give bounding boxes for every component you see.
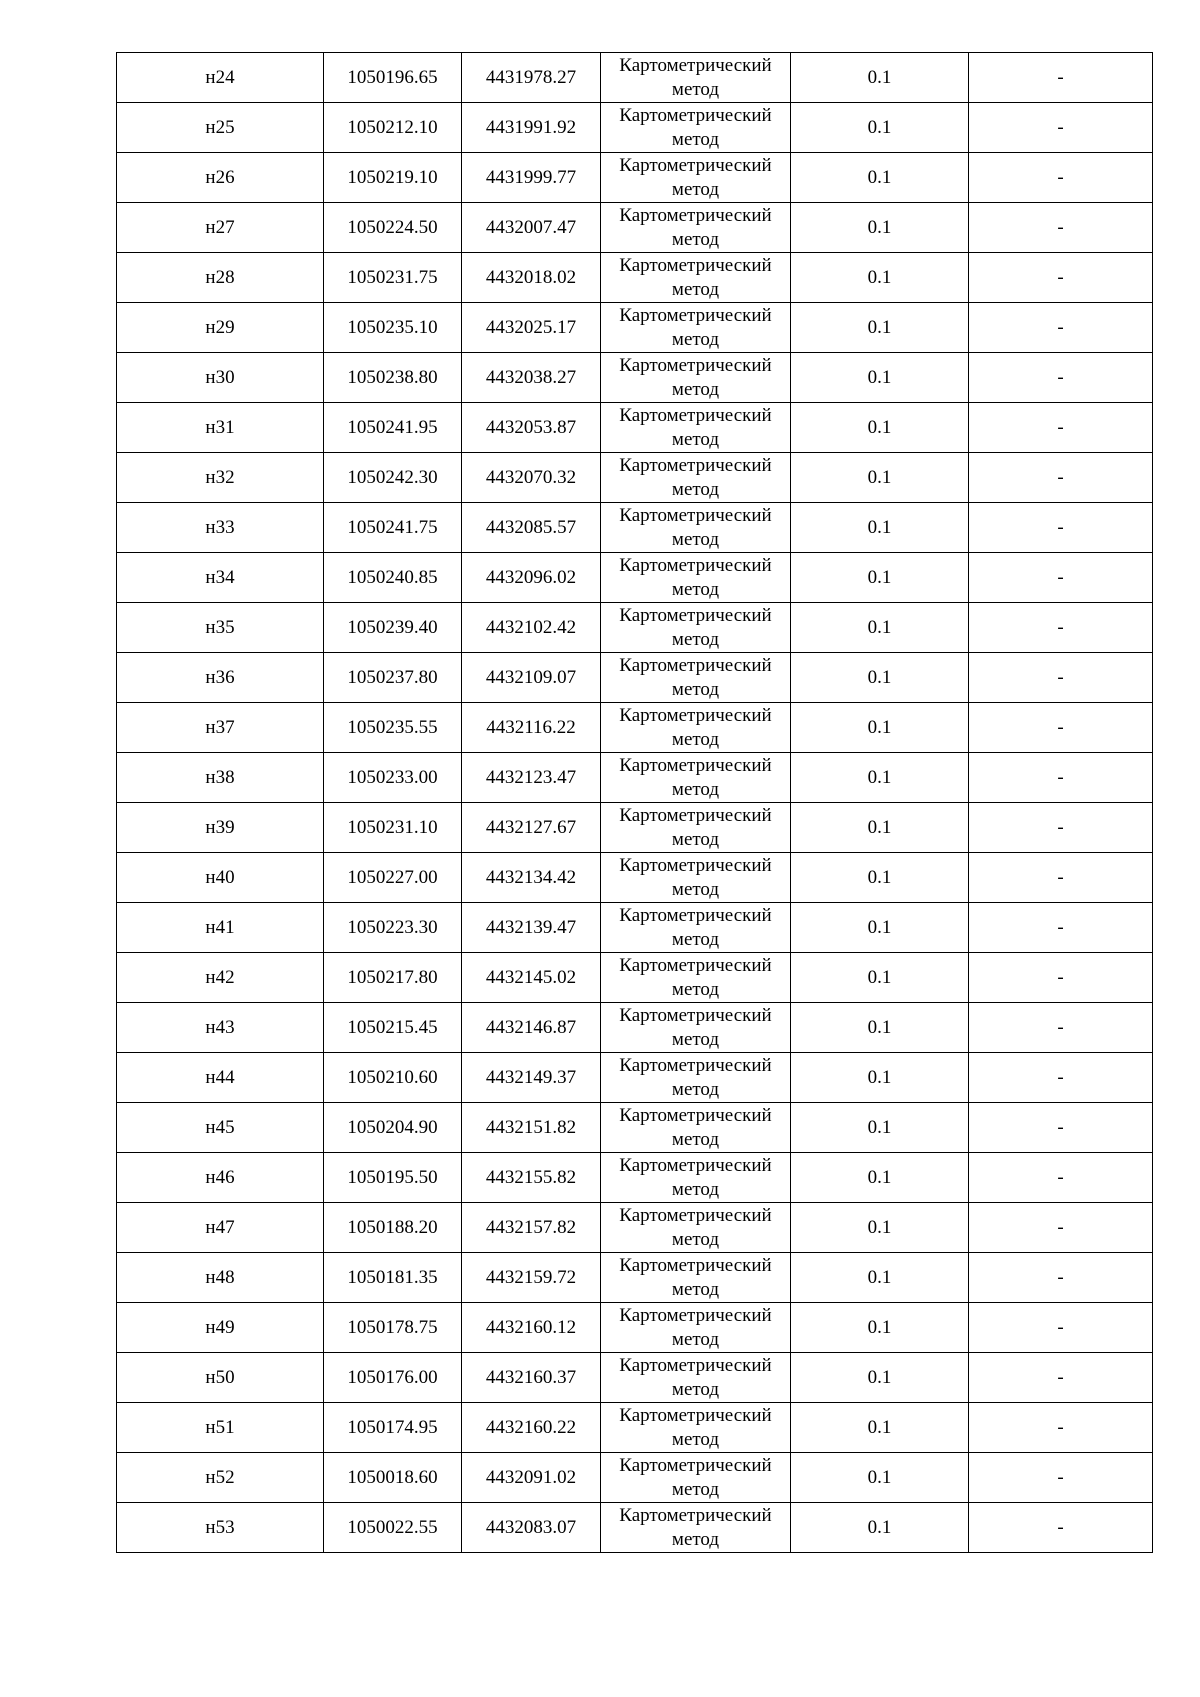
- precision-cell: 0.1: [791, 803, 969, 853]
- precision-cell: 0.1: [791, 953, 969, 1003]
- x-coordinate-cell: 1050235.55: [324, 703, 462, 753]
- y-coordinate-cell: 4432146.87: [462, 1003, 601, 1053]
- point-name-cell: н36: [117, 653, 324, 703]
- y-coordinate-cell: 4432127.67: [462, 803, 601, 853]
- method-line-2: метод: [671, 528, 720, 550]
- point-name-cell: н53: [117, 1503, 324, 1553]
- point-name-cell: н43: [117, 1003, 324, 1053]
- method-line-1: Картометрический: [619, 1354, 772, 1376]
- method-line-1: Картометрический: [619, 804, 772, 826]
- description-cell: -: [969, 653, 1153, 703]
- table-row: [117, 153, 1153, 203]
- method-line-2: метод: [671, 778, 720, 800]
- coordinates-table-body: [117, 53, 1153, 1553]
- method-line-2: метод: [671, 328, 720, 350]
- point-name-cell: н30: [117, 353, 324, 403]
- method-cell: [601, 453, 791, 503]
- method-line-2: метод: [671, 1178, 720, 1200]
- description-cell: -: [969, 1003, 1153, 1053]
- point-name-cell: н32: [117, 453, 324, 503]
- description-cell: -: [969, 1053, 1153, 1103]
- table-row: [117, 303, 1153, 353]
- y-coordinate-cell: 4431978.27: [462, 53, 601, 103]
- description-cell: -: [969, 603, 1153, 653]
- point-name-cell: н42: [117, 953, 324, 1003]
- method-line-2: метод: [671, 1278, 720, 1300]
- method-line-2: метод: [671, 1478, 720, 1500]
- method-cell: [601, 553, 791, 603]
- x-coordinate-cell: 1050188.20: [324, 1203, 462, 1253]
- y-coordinate-cell: 4432155.82: [462, 1153, 601, 1203]
- precision-cell: 0.1: [791, 253, 969, 303]
- table-row: [117, 953, 1153, 1003]
- point-name-cell: н34: [117, 553, 324, 603]
- y-coordinate-cell: 4432038.27: [462, 353, 601, 403]
- y-coordinate-cell: 4432160.22: [462, 1403, 601, 1453]
- x-coordinate-cell: 1050241.75: [324, 503, 462, 553]
- method-line-1: Картометрический: [619, 1254, 772, 1276]
- method-line-2: метод: [671, 1528, 720, 1550]
- method-line-2: метод: [671, 1228, 720, 1250]
- method-line-1: Картометрический: [619, 1404, 772, 1426]
- table-row: [117, 453, 1153, 503]
- y-coordinate-cell: 4432091.02: [462, 1453, 601, 1503]
- description-cell: -: [969, 253, 1153, 303]
- method-line-1: Картометрический: [619, 54, 772, 76]
- method-cell: [601, 203, 791, 253]
- precision-cell: 0.1: [791, 1103, 969, 1153]
- description-cell: -: [969, 703, 1153, 753]
- point-name-cell: н41: [117, 903, 324, 953]
- point-name-cell: н33: [117, 503, 324, 553]
- precision-cell: 0.1: [791, 1203, 969, 1253]
- y-coordinate-cell: 4432149.37: [462, 1053, 601, 1103]
- table-row: [117, 653, 1153, 703]
- point-name-cell: н47: [117, 1203, 324, 1253]
- coordinates-table: [116, 52, 1153, 1553]
- point-name-cell: н48: [117, 1253, 324, 1303]
- method-cell: [601, 1203, 791, 1253]
- table-row: [117, 1203, 1153, 1253]
- method-line-2: метод: [671, 478, 720, 500]
- method-line-2: метод: [671, 878, 720, 900]
- method-line-2: метод: [671, 178, 720, 200]
- table-row: [117, 1103, 1153, 1153]
- description-cell: -: [969, 1253, 1153, 1303]
- precision-cell: 0.1: [791, 1053, 969, 1103]
- point-name-cell: н26: [117, 153, 324, 203]
- y-coordinate-cell: 4432160.37: [462, 1353, 601, 1403]
- precision-cell: 0.1: [791, 303, 969, 353]
- method-line-1: Картометрический: [619, 554, 772, 576]
- table-row: [117, 353, 1153, 403]
- method-line-1: Картометрический: [619, 1004, 772, 1026]
- method-cell: [601, 603, 791, 653]
- method-cell: [601, 903, 791, 953]
- method-line-1: Картометрический: [619, 854, 772, 876]
- x-coordinate-cell: 1050215.45: [324, 1003, 462, 1053]
- method-cell: [601, 353, 791, 403]
- y-coordinate-cell: 4432070.32: [462, 453, 601, 503]
- x-coordinate-cell: 1050240.85: [324, 553, 462, 603]
- method-cell: [601, 1353, 791, 1403]
- x-coordinate-cell: 1050238.80: [324, 353, 462, 403]
- x-coordinate-cell: 1050239.40: [324, 603, 462, 653]
- description-cell: -: [969, 503, 1153, 553]
- description-cell: -: [969, 1503, 1153, 1553]
- x-coordinate-cell: 1050022.55: [324, 1503, 462, 1553]
- table-row: [117, 253, 1153, 303]
- y-coordinate-cell: 4432160.12: [462, 1303, 601, 1353]
- method-line-1: Картометрический: [619, 1304, 772, 1326]
- precision-cell: 0.1: [791, 153, 969, 203]
- method-line-2: метод: [671, 1378, 720, 1400]
- method-cell: [601, 103, 791, 153]
- method-line-2: метод: [671, 728, 720, 750]
- x-coordinate-cell: 1050176.00: [324, 1353, 462, 1403]
- x-coordinate-cell: 1050223.30: [324, 903, 462, 953]
- table-row: [117, 1453, 1153, 1503]
- y-coordinate-cell: 4432116.22: [462, 703, 601, 753]
- y-coordinate-cell: 4432096.02: [462, 553, 601, 603]
- method-line-2: метод: [671, 1078, 720, 1100]
- description-cell: -: [969, 1153, 1153, 1203]
- precision-cell: 0.1: [791, 53, 969, 103]
- point-name-cell: н38: [117, 753, 324, 803]
- x-coordinate-cell: 1050231.75: [324, 253, 462, 303]
- x-coordinate-cell: 1050196.65: [324, 53, 462, 103]
- precision-cell: 0.1: [791, 1353, 969, 1403]
- method-line-1: Картометрический: [619, 1454, 772, 1476]
- precision-cell: 0.1: [791, 903, 969, 953]
- x-coordinate-cell: 1050212.10: [324, 103, 462, 153]
- y-coordinate-cell: 4431991.92: [462, 103, 601, 153]
- precision-cell: 0.1: [791, 1253, 969, 1303]
- method-cell: [601, 653, 791, 703]
- description-cell: -: [969, 1403, 1153, 1453]
- method-cell: [601, 1053, 791, 1103]
- method-cell: [601, 53, 791, 103]
- description-cell: -: [969, 753, 1153, 803]
- description-cell: -: [969, 353, 1153, 403]
- table-row: [117, 803, 1153, 853]
- precision-cell: 0.1: [791, 553, 969, 603]
- point-name-cell: н24: [117, 53, 324, 103]
- description-cell: -: [969, 903, 1153, 953]
- x-coordinate-cell: 1050235.10: [324, 303, 462, 353]
- description-cell: -: [969, 953, 1153, 1003]
- table-row: [117, 403, 1153, 453]
- method-cell: [601, 153, 791, 203]
- point-name-cell: н39: [117, 803, 324, 853]
- table-row: [117, 553, 1153, 603]
- method-line-1: Картометрический: [619, 904, 772, 926]
- point-name-cell: н44: [117, 1053, 324, 1103]
- point-name-cell: н37: [117, 703, 324, 753]
- precision-cell: 0.1: [791, 1003, 969, 1053]
- precision-cell: 0.1: [791, 1403, 969, 1453]
- method-cell: [601, 703, 791, 753]
- point-name-cell: н29: [117, 303, 324, 353]
- method-cell: [601, 1253, 791, 1303]
- table-row: [117, 1003, 1153, 1053]
- x-coordinate-cell: 1050217.80: [324, 953, 462, 1003]
- point-name-cell: н27: [117, 203, 324, 253]
- description-cell: -: [969, 103, 1153, 153]
- method-cell: [601, 303, 791, 353]
- point-name-cell: н50: [117, 1353, 324, 1403]
- point-name-cell: н52: [117, 1453, 324, 1503]
- point-name-cell: н28: [117, 253, 324, 303]
- precision-cell: 0.1: [791, 703, 969, 753]
- x-coordinate-cell: 1050233.00: [324, 753, 462, 803]
- method-line-1: Картометрический: [619, 704, 772, 726]
- table-row: [117, 1353, 1153, 1403]
- precision-cell: 0.1: [791, 103, 969, 153]
- description-cell: -: [969, 153, 1153, 203]
- point-name-cell: н25: [117, 103, 324, 153]
- precision-cell: 0.1: [791, 1453, 969, 1503]
- description-cell: -: [969, 303, 1153, 353]
- precision-cell: 0.1: [791, 1153, 969, 1203]
- method-cell: [601, 953, 791, 1003]
- method-line-1: Картометрический: [619, 1504, 772, 1526]
- method-cell: [601, 403, 791, 453]
- description-cell: -: [969, 1203, 1153, 1253]
- table-row: [117, 753, 1153, 803]
- precision-cell: 0.1: [791, 653, 969, 703]
- y-coordinate-cell: 4432145.02: [462, 953, 601, 1003]
- precision-cell: 0.1: [791, 453, 969, 503]
- description-cell: -: [969, 1353, 1153, 1403]
- method-cell: [601, 1153, 791, 1203]
- method-line-1: Картометрический: [619, 304, 772, 326]
- method-line-2: метод: [671, 1028, 720, 1050]
- method-line-1: Картометрический: [619, 354, 772, 376]
- method-line-2: метод: [671, 628, 720, 650]
- table-row: [117, 1253, 1153, 1303]
- method-cell: [601, 803, 791, 853]
- method-cell: [601, 1403, 791, 1453]
- y-coordinate-cell: 4432083.07: [462, 1503, 601, 1553]
- description-cell: -: [969, 403, 1153, 453]
- precision-cell: 0.1: [791, 353, 969, 403]
- table-row: [117, 1153, 1153, 1203]
- x-coordinate-cell: 1050227.00: [324, 853, 462, 903]
- method-line-1: Картометрический: [619, 204, 772, 226]
- x-coordinate-cell: 1050181.35: [324, 1253, 462, 1303]
- method-line-2: метод: [671, 978, 720, 1000]
- table-row: [117, 1403, 1153, 1453]
- method-line-1: Картометрический: [619, 104, 772, 126]
- method-line-1: Картометрический: [619, 1154, 772, 1176]
- y-coordinate-cell: 4432134.42: [462, 853, 601, 903]
- table-row: [117, 1053, 1153, 1103]
- table-row: [117, 853, 1153, 903]
- precision-cell: 0.1: [791, 603, 969, 653]
- y-coordinate-cell: 4432109.07: [462, 653, 601, 703]
- method-line-1: Картометрический: [619, 1204, 772, 1226]
- method-line-1: Картометрический: [619, 404, 772, 426]
- method-line-1: Картометрический: [619, 654, 772, 676]
- description-cell: -: [969, 553, 1153, 603]
- method-line-1: Картометрический: [619, 754, 772, 776]
- point-name-cell: н45: [117, 1103, 324, 1153]
- method-line-2: метод: [671, 1128, 720, 1150]
- method-cell: [601, 1503, 791, 1553]
- point-name-cell: н40: [117, 853, 324, 903]
- precision-cell: 0.1: [791, 403, 969, 453]
- table-row: [117, 1503, 1153, 1553]
- x-coordinate-cell: 1050219.10: [324, 153, 462, 203]
- x-coordinate-cell: 1050241.95: [324, 403, 462, 453]
- method-line-1: Картометрический: [619, 1054, 772, 1076]
- table-row: [117, 1303, 1153, 1353]
- table-row: [117, 703, 1153, 753]
- y-coordinate-cell: 4432018.02: [462, 253, 601, 303]
- precision-cell: 0.1: [791, 1303, 969, 1353]
- method-line-2: метод: [671, 1328, 720, 1350]
- y-coordinate-cell: 4432025.17: [462, 303, 601, 353]
- table-row: [117, 53, 1153, 103]
- precision-cell: 0.1: [791, 203, 969, 253]
- method-line-2: метод: [671, 928, 720, 950]
- precision-cell: 0.1: [791, 503, 969, 553]
- y-coordinate-cell: 4432085.57: [462, 503, 601, 553]
- y-coordinate-cell: 4432007.47: [462, 203, 601, 253]
- y-coordinate-cell: 4431999.77: [462, 153, 601, 203]
- description-cell: -: [969, 803, 1153, 853]
- method-line-1: Картометрический: [619, 604, 772, 626]
- table-row: [117, 603, 1153, 653]
- x-coordinate-cell: 1050224.50: [324, 203, 462, 253]
- method-line-1: Картометрический: [619, 1104, 772, 1126]
- method-cell: [601, 503, 791, 553]
- method-cell: [601, 1103, 791, 1153]
- description-cell: -: [969, 1303, 1153, 1353]
- x-coordinate-cell: 1050018.60: [324, 1453, 462, 1503]
- point-name-cell: н51: [117, 1403, 324, 1453]
- x-coordinate-cell: 1050231.10: [324, 803, 462, 853]
- method-cell: [601, 1453, 791, 1503]
- point-name-cell: н49: [117, 1303, 324, 1353]
- description-cell: -: [969, 1103, 1153, 1153]
- method-line-1: Картометрический: [619, 454, 772, 476]
- x-coordinate-cell: 1050204.90: [324, 1103, 462, 1153]
- description-cell: -: [969, 53, 1153, 103]
- description-cell: -: [969, 1453, 1153, 1503]
- point-name-cell: н46: [117, 1153, 324, 1203]
- description-cell: -: [969, 453, 1153, 503]
- table-row: [117, 903, 1153, 953]
- method-line-2: метод: [671, 828, 720, 850]
- method-line-2: метод: [671, 578, 720, 600]
- x-coordinate-cell: 1050178.75: [324, 1303, 462, 1353]
- description-cell: -: [969, 853, 1153, 903]
- table-row: [117, 103, 1153, 153]
- method-line-1: Картометрический: [619, 954, 772, 976]
- point-name-cell: н35: [117, 603, 324, 653]
- y-coordinate-cell: 4432151.82: [462, 1103, 601, 1153]
- precision-cell: 0.1: [791, 1503, 969, 1553]
- method-line-2: метод: [671, 78, 720, 100]
- method-line-2: метод: [671, 428, 720, 450]
- x-coordinate-cell: 1050210.60: [324, 1053, 462, 1103]
- method-line-2: метод: [671, 378, 720, 400]
- method-cell: [601, 853, 791, 903]
- x-coordinate-cell: 1050242.30: [324, 453, 462, 503]
- point-name-cell: н31: [117, 403, 324, 453]
- y-coordinate-cell: 4432102.42: [462, 603, 601, 653]
- method-line-2: метод: [671, 1428, 720, 1450]
- table-row: [117, 503, 1153, 553]
- method-line-2: метод: [671, 128, 720, 150]
- method-line-2: метод: [671, 228, 720, 250]
- y-coordinate-cell: 4432139.47: [462, 903, 601, 953]
- precision-cell: 0.1: [791, 753, 969, 803]
- precision-cell: 0.1: [791, 853, 969, 903]
- method-cell: [601, 253, 791, 303]
- x-coordinate-cell: 1050237.80: [324, 653, 462, 703]
- method-cell: [601, 753, 791, 803]
- y-coordinate-cell: 4432053.87: [462, 403, 601, 453]
- method-line-1: Картометрический: [619, 154, 772, 176]
- description-cell: -: [969, 203, 1153, 253]
- y-coordinate-cell: 4432123.47: [462, 753, 601, 803]
- x-coordinate-cell: 1050174.95: [324, 1403, 462, 1453]
- method-cell: [601, 1303, 791, 1353]
- method-line-1: Картометрический: [619, 254, 772, 276]
- table-row: [117, 203, 1153, 253]
- method-line-1: Картометрический: [619, 504, 772, 526]
- y-coordinate-cell: 4432157.82: [462, 1203, 601, 1253]
- method-line-2: метод: [671, 278, 720, 300]
- x-coordinate-cell: 1050195.50: [324, 1153, 462, 1203]
- method-line-2: метод: [671, 678, 720, 700]
- y-coordinate-cell: 4432159.72: [462, 1253, 601, 1303]
- method-cell: [601, 1003, 791, 1053]
